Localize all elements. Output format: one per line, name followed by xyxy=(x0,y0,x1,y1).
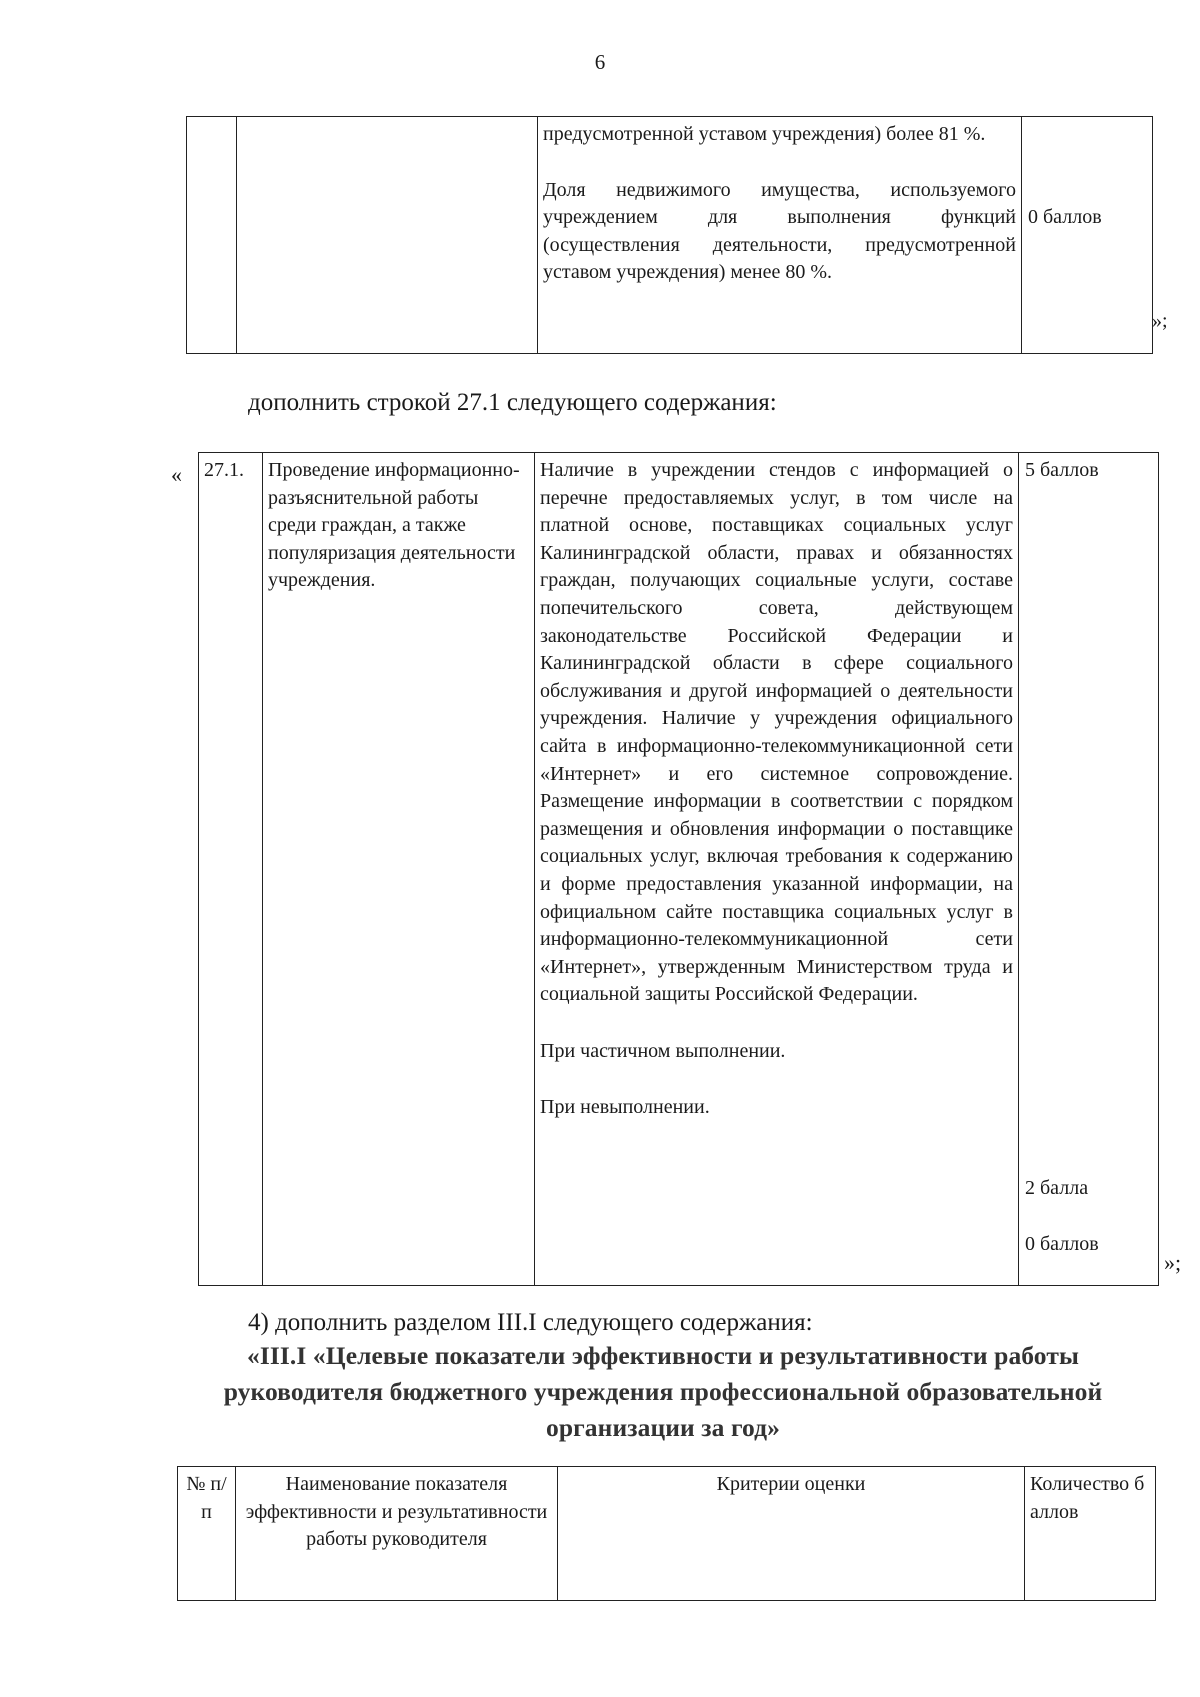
indicator-name: Проведение информационно-разъяснительной работы среди граждан, а также популяризация деятельности учреждения. xyxy=(263,453,535,1286)
closing-quote: »; xyxy=(1164,1250,1182,1275)
section-heading: «III.I «Целевые показатели эффективности и результативности работы руководителя бюджетного учреждения профессиональной образовательной организации за год» xyxy=(223,1341,1103,1442)
table-row xyxy=(178,1467,1156,1601)
table-row xyxy=(187,117,1153,354)
closing-quote: »; xyxy=(1152,310,1168,332)
score-cell xyxy=(1022,117,1153,354)
column-header: Наименование показателя эффективности и результативности работы руководителя xyxy=(236,1467,558,1601)
score-text: 0 баллов xyxy=(1028,206,1102,228)
table-row-27-1 xyxy=(198,452,1159,1286)
criteria-text: При частичном выполнении. xyxy=(540,1039,786,1062)
column-header: Количество баллов xyxy=(1025,1467,1156,1601)
table-row xyxy=(199,453,1159,1286)
score-text: 0 баллов xyxy=(1025,1233,1099,1256)
table-cell xyxy=(187,117,237,354)
criteria-text: Наличие в учреждении стендов с информацией о перечне предоставляемых услуг, в том числе на платной основе, поставщиках социальных услуг Калининградской области, правах и обязанностях граждан, получающих социальные услуги, составе попечительского совета, действующем законодательстве Российской Федерации и Калининградской области в сфере социального обслуживания и другой информацией о деятельности учреждения. Наличие у учреждения официального сайта в информационно-телекоммуникационной сети «Интернет» и его системное сопровождение. Размещение информации в соответствии с порядком размещения и обновления информации о поставщике социальных услуг, включая требования к содержанию и форме предоставления указанной информации, на официальном сайте поставщика социальных услуг в информационно-телекоммуникационной сети «Интернет», утвержденным Министерством труда и социальной защиты Российской Федерации. xyxy=(540,459,1013,1006)
column-header: Критерии оценки xyxy=(558,1467,1025,1601)
opening-quote: « xyxy=(171,462,182,487)
page-number: 6 xyxy=(594,50,606,74)
score-text: 5 баллов xyxy=(1025,459,1099,481)
section-table-header xyxy=(177,1466,1156,1601)
criteria-text: При невыполнении. xyxy=(540,1096,710,1119)
table-continuation xyxy=(186,116,1153,354)
score-text: 2 балла xyxy=(1025,1176,1089,1199)
criteria-cell xyxy=(535,453,1019,1286)
table-cell xyxy=(237,117,538,354)
amendment-paragraph: дополнить строкой 27.1 следующего содержания: xyxy=(248,389,777,416)
criteria-text: предусмотренной уставом учреждения) более 81 %. xyxy=(543,123,986,145)
column-header: № п/п xyxy=(178,1467,236,1601)
amendment-paragraph: 4) дополнить разделом III.I следующего содержания: xyxy=(248,1309,813,1336)
row-number: 27.1. xyxy=(199,453,263,1286)
score-cell xyxy=(1019,453,1159,1286)
criteria-cell xyxy=(538,117,1022,354)
criteria-text: Доля недвижимого имущества, используемого учреждением для выполнения функций (осуществления деятельности, предусмотренной уставом учреждения) менее 80 %. xyxy=(543,178,1016,284)
